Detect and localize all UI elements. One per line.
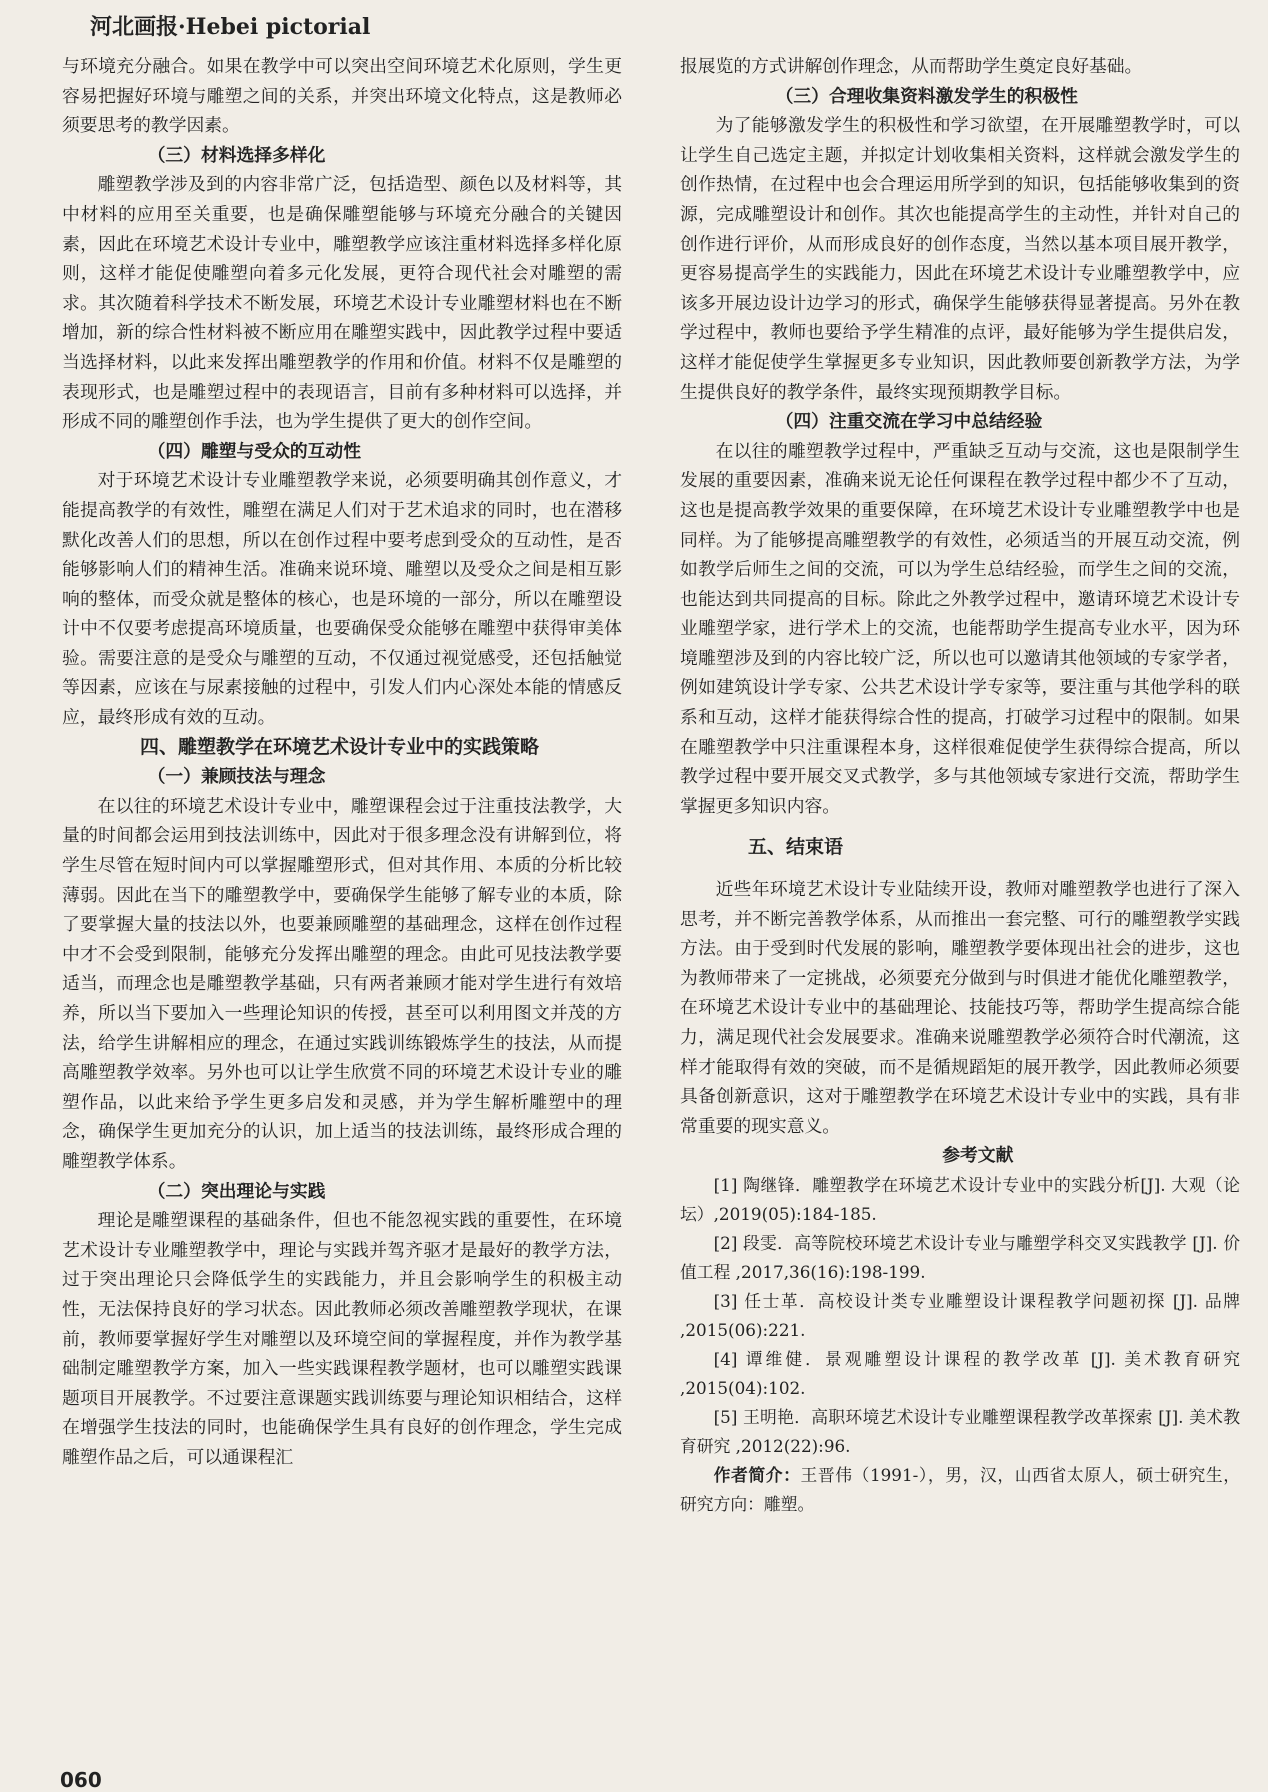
subheading: （四）雕塑与受众的互动性 [147,440,361,462]
paragraph: 为了能够激发学生的积极性和学习欲望，在开展雕塑教学时，可以让学生自己选定主题，并拟定计划收集相关资料，这样就会激发学生的创作热情，在过程中也会合理运用所学到的知识，包括能够收集到的资源，完成雕塑设计和创作。其次也能提高学生的主动性，并针对自己的创作进行评价，从而形成良好的创作态度，当然以基本项目展开教学，更容易提高学生的实践能力，因此在环境艺术设计专业雕塑教学中，应该多开展边设计边学习的形式，确保学生能够获得显著提高。另外在教学过程中，教师也要给予学生精准的点评，最好能够为学生提供启发，这样才能促使学生掌握更多专业知识，因此教师要创新教学方法，为学生提供良好的教学条件，最终实现预期教学目标。 [680,115,1240,403]
paragraph: 对于环境艺术设计专业雕塑教学来说，必须要明确其创作意义，才能提高教学的有效性，雕塑在满足人们对于艺术追求的同时，也在潜移默化改善人们的思想，所以在创作过程中要考虑到受众的互动性，是否能够影响人们的精神生活。准确来说环境、雕塑以及受众之间是相互影响的整体，而受众就是整体的核心，也是环境的一部分，所以在雕塑设计中不仅要考虑提高环境质量，也要确保受众能够在雕塑中获得审美体验。需要注意的是受众与雕塑的互动，不仅通过视觉感受，还包括触觉等因素，应该在与尿素接触的过程中，引发人们内心深处本能的情感反应，最终形成有效的互动。 [62,470,622,729]
reference-item: [4] 谭维健．景观雕塑设计课程的教学改革 [J]. 美术教育研究 ,2015(04):102. [680,1348,1240,1398]
journal-header: 河北画报·Hebei pictorial [90,14,371,40]
subheading: （四）注重交流在学习中总结经验 [775,411,1043,433]
paragraph: 报展览的方式讲解创作理念，从而帮助学生奠定良好基础。 [680,56,1143,77]
section-heading: 四、雕塑教学在环境艺术设计专业中的实践策略 [140,735,540,758]
author-bio [680,1461,1240,1519]
references-title: 参考文献 [942,1145,1014,1167]
right-column [680,52,1240,1519]
subheading: （三）材料选择多样化 [147,144,326,166]
paragraph: 近些年环境艺术设计专业陆续开设，教师对雕塑教学也进行了深入思考，并不断完善教学体系，从而推出一套完整、可行的雕塑教学实践方法。由于受到时代发展的影响，雕塑教学要体现出社会的进步，这也为教师带来了一定挑战，必须要充分做到与时俱进才能优化雕塑教学，在环境艺术设计专业中的基础理论、技能技巧等，帮助学生提高综合能力，满足现代社会发展要求。准确来说雕塑教学必须符合时代潮流，这样才能取得有效的突破，而不是循规蹈矩的展开教学，因此教师必须要具备创新意识，这对于雕塑教学在环境艺术设计专业中的实践，具有非常重要的现实意义。 [680,879,1240,1137]
author-bio-label: 作者简介： [713,1464,801,1485]
paragraph: 雕塑教学涉及到的内容非常广泛，包括造型、颜色以及材料等，其中材料的应用至关重要，也是确保雕塑能够与环境充分融合的关键因素，因此在环境艺术设计专业中，雕塑教学应该注重材料选择多样化原则，这样才能促使雕塑向着多元化发展，更符合现代社会对雕塑的需求。其次随着科学技术不断发展，环境艺术设计专业雕塑材料也在不断增加，新的综合性材料被不断应用在雕塑实践中，因此教学过程中要适当选择材料，以此来发挥出雕塑教学的作用和价值。材料不仅是雕塑的表现形式，也是雕塑过程中的表现语言，目前有多种材料可以选择，并形成不同的雕塑创作手法，也为学生提供了更大的创作空间。 [62,174,622,433]
section-heading: 五、结束语 [748,836,844,859]
paragraph: 在以往的环境艺术设计专业中，雕塑课程会过于注重技法教学，大量的时间都会运用到技法训练中，因此对于很多理念没有讲解到位，将学生尽管在短时间内可以掌握雕塑形式，但对其作用、本质的分析比较薄弱。因此在当下的雕塑教学中，要确保学生能够了解专业的本质，除了要掌握大量的技法以外，也要兼顾雕塑的基础理念，这样在创作过程中才不会受到限制，能够充分发挥出雕塑的理念。由此可见技法教学要适当，而理念也是雕塑教学基础，只有两者兼顾才能对学生进行有效培养，所以当下要加入一些理论知识的传授，甚至可以利用图文并茂的方法，给学生讲解相应的理念，在通过实践训练锻炼学生的技法，从而提高雕塑教学效率。另外也可以让学生欣赏不同的环境艺术设计专业的雕塑作品，以此来给予学生更多启发和灵感，并为学生解析雕塑中的理念，确保学生更加充分的认识，加上适当的技法训练，最终形成合理的雕塑教学体系。 [62,795,622,1172]
reference-item: [1] 陶继锋．雕塑教学在环境艺术设计专业中的实践分析[J]. 大观（论坛）,2019(05):184-185. [680,1174,1240,1224]
page-number: 060 [60,1768,102,1792]
subheading: （二）突出理论与实践 [147,1180,326,1202]
paragraph: 与环境充分融合。如果在教学中可以突出空间环境艺术化原则，学生更容易把握好环境与雕塑之间的关系，并突出环境文化特点，这是教师必须要思考的教学因素。 [62,56,622,137]
left-column [62,52,622,1473]
reference-item: [3] 任士革．高校设计类专业雕塑设计课程教学问题初探 [J]. 品牌 ,2015(06):221. [680,1290,1240,1340]
reference-item: [5] 王明艳．高职环境艺术设计专业雕塑课程教学改革探索 [J]. 美术教育研究 ,2012(22):96. [680,1406,1240,1456]
subheading: （三）合理收集资料激发学生的积极性 [775,85,1078,107]
author-bio-text: 王晋伟（1991-），男，汉，山西省太原人，硕士研究生，研究方向：雕塑。 [680,1464,1240,1514]
reference-item: [2] 段雯．高等院校环境艺术设计专业与雕塑学科交叉实践教学 [J]. 价值工程 ,2017,36(16):198-199. [680,1232,1240,1282]
paragraph: 理论是雕塑课程的基础条件，但也不能忽视实践的重要性，在环境艺术设计专业雕塑教学中，理论与实践并驾齐驱才是最好的教学方法，过于突出理论只会降低学生的实践能力，并且会影响学生的积极主动性，无法保持良好的学习状态。因此教师必须改善雕塑教学现状，在课前，教师要掌握好学生对雕塑以及环境空间的掌握程度，并作为教学基础制定雕塑教学方案，加入一些实践课程教学题材，也可以雕塑实践课题项目开展教学。不过要注意课题实践训练要与理论知识相结合，这样在增强学生技法的同时，也能确保学生具有良好的创作理念，学生完成雕塑作品之后，可以通课程汇 [62,1210,622,1468]
paragraph: 在以往的雕塑教学过程中，严重缺乏互动与交流，这也是限制学生发展的重要因素，准确来说无论任何课程在教学过程中都少不了互动，这也是提高教学效果的重要保障，在环境艺术设计专业雕塑教学中也是同样。为了能够提高雕塑教学的有效性，必须适当的开展互动交流，例如教学后师生之间的交流，可以为学生总结经验，而学生之间的交流，也能达到共同提高的目标。除此之外教学过程中，邀请环境艺术设计专业雕塑学家，进行学术上的交流，也能帮助学生提高专业水平，因为环境雕塑涉及到的内容比较广泛，所以也可以邀请其他领域的专家学者，例如建筑设计学专家、公共艺术设计学专家等，要注重与其他学科的联系和互动，这样才能获得综合性的提高，打破学习过程中的限制。如果在雕塑教学中只注重课程本身，这样很难促使学生获得综合提高，所以教学过程中要开展交叉式教学，多与其他领域专家进行交流，帮助学生掌握更多知识内容。 [680,440,1240,817]
subheading: （一）兼顾技法与理念 [147,766,326,788]
